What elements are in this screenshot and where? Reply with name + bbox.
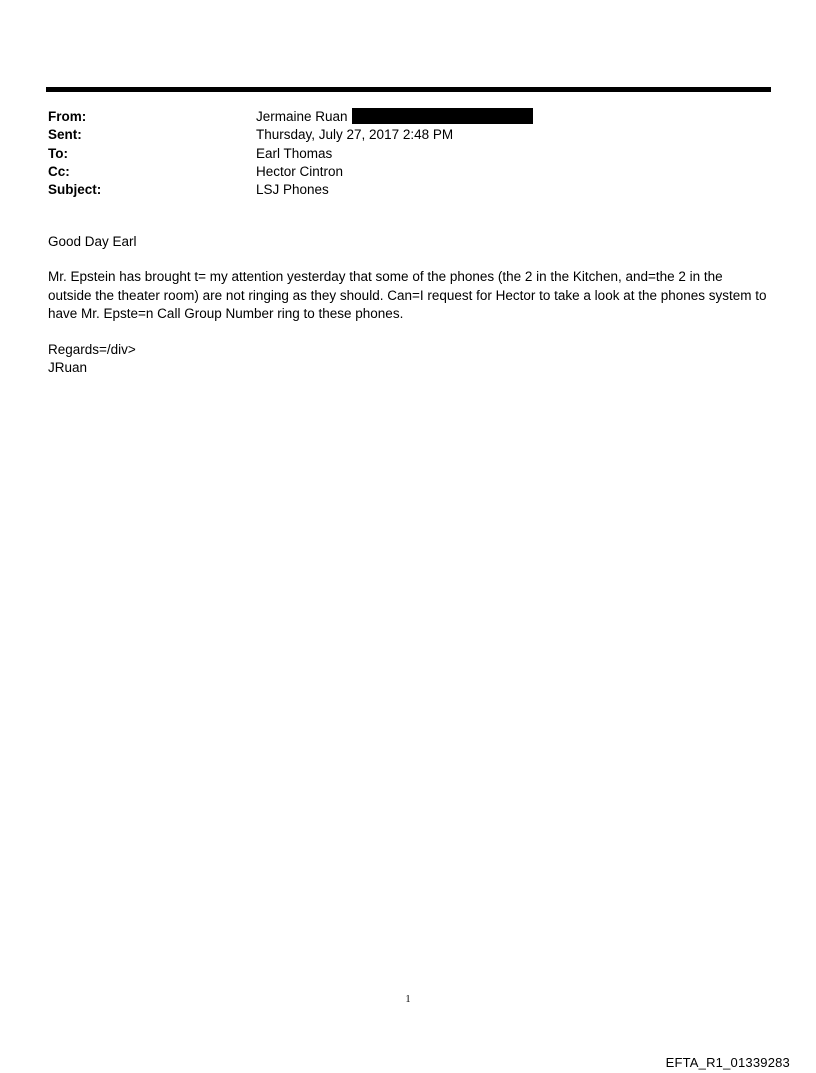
email-body — [48, 233, 768, 378]
cc-row — [48, 163, 748, 181]
header-divider-rule — [46, 87, 771, 92]
email-header — [48, 108, 748, 199]
subject-row — [48, 181, 748, 199]
body-paragraph: Mr. Epstein has brought t= my attention yesterday that some of the phones (the 2 in the Kitchen, and=the 2 in the outside the theater room) are not ringing as they should. Can=I request for Hector to take a look at the phones system to have Mr. Epste=n Call Group Number ring to these phones. — [48, 269, 767, 321]
subject-label: Subject: — [48, 182, 102, 198]
page-number: 1 — [405, 994, 411, 1005]
sent-label: Sent: — [48, 127, 82, 143]
sent-row — [48, 126, 748, 144]
from-label: From: — [48, 109, 87, 124]
bates-number: EFTA_R1_01339283 — [665, 1055, 790, 1070]
to-label: To: — [48, 145, 68, 161]
greeting: Good Day Earl — [48, 234, 137, 249]
to-value: Earl Thomas — [256, 145, 333, 161]
closing: Regards=/div> — [48, 342, 136, 358]
cc-label: Cc: — [48, 163, 70, 179]
cc-value: Hector Cintron — [256, 163, 344, 179]
from-value — [256, 108, 533, 126]
from-name: Jermaine Ruan — [256, 109, 348, 124]
from-row — [48, 108, 748, 126]
redaction-block — [352, 108, 533, 124]
subject-value: LSJ Phones — [256, 182, 329, 198]
sent-value: Thursday, July 27, 2017 2:48 PM — [256, 127, 454, 143]
signature: JRuan — [48, 360, 88, 376]
to-row — [48, 145, 748, 163]
